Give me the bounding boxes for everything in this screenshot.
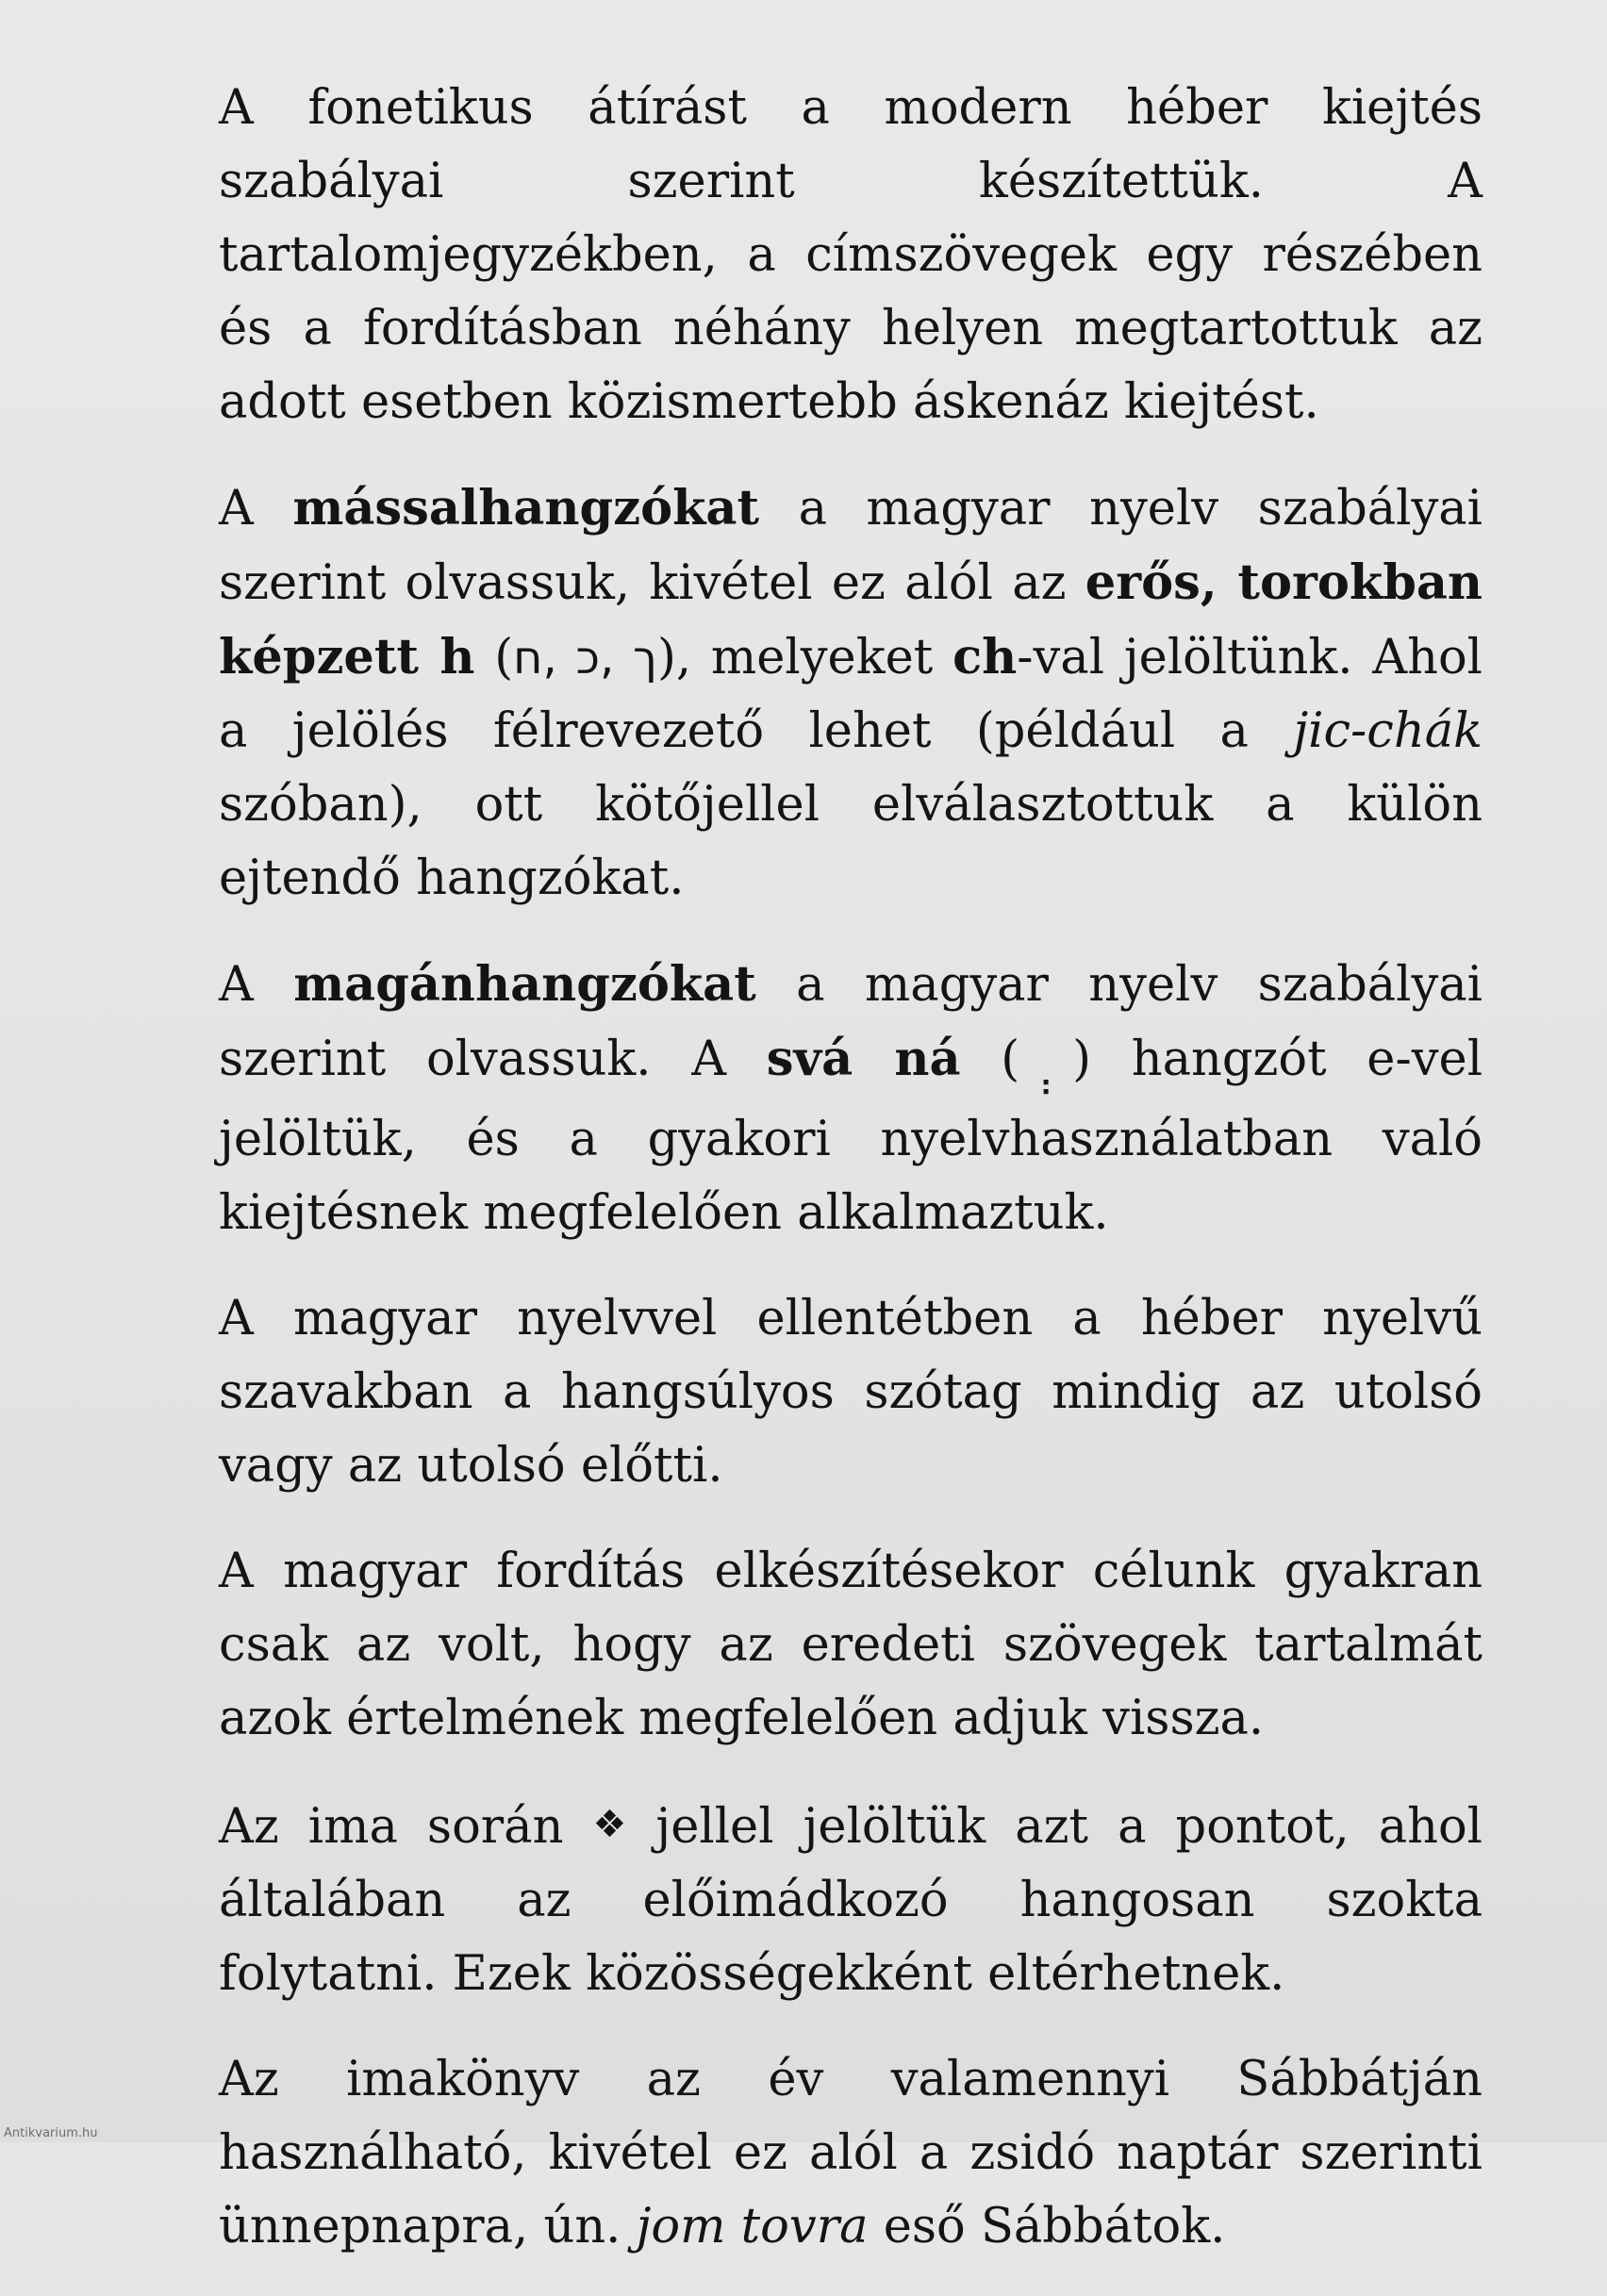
term-consonants: mássalhangzókat	[292, 480, 760, 537]
term-vowels: magánhangzókat	[293, 956, 756, 1013]
text-run: A	[219, 957, 294, 1013]
text-run: a magyar nyelv szabályai szerint olvassuk. A	[219, 957, 1483, 1087]
paragraph-stress	[219, 1282, 1483, 1503]
hebrew-letters: ך ,כ ,ח	[513, 632, 657, 685]
watermark: Antikvarium.hu	[4, 2126, 98, 2140]
example-word: jic-chák	[1293, 703, 1483, 759]
term-jom-tov: jom tovra	[636, 2199, 869, 2255]
term-ch: ch	[953, 629, 1018, 685]
shva-symbol: :	[1040, 1069, 1052, 1100]
paragraph-translation	[219, 1535, 1483, 1756]
paragraph-consonants	[219, 471, 1483, 916]
paragraph-transcription	[219, 72, 1483, 439]
paragraph-cantor-mark	[219, 1788, 1483, 2011]
text-run: Az imakönyv az év valamennyi Sábbátján használható, kivétel ez alól a zsidó naptár szerinti ünnepnapra, ún.	[219, 2052, 1483, 2255]
paragraph-text: A magyar nyelvvel ellentétben a héber nyelvű szavakban a hangsúlyos szótag mindig az utolsó vagy az utolsó előtti.	[219, 1291, 1483, 1494]
text-run: ), melyeket	[656, 630, 953, 685]
text-run: eső Sábbátok.	[868, 2199, 1226, 2255]
text-run: (	[474, 630, 514, 685]
text-run: szóban), ott kötőjellel elválasztottuk a külön ejtendő hangzókat.	[219, 777, 1483, 906]
paragraph-text: A fonetikus átírást a modern héber kiejtés szabályai szerint készítettük. A tartalomjegyzékben, a címszövegek egy részében és a fordításban néhány helyen megtartottuk az adott esetben közismertebb áskenáz kiejtést.	[219, 80, 1483, 430]
text-run: Az ima során	[219, 1799, 593, 1855]
text-run: a magyar nyelv szabályai szerint olvassuk, kivétel ez alól az	[219, 481, 1483, 611]
text-run: (	[1001, 1032, 1020, 1087]
term-shva-na: svá ná	[766, 1031, 961, 1087]
paragraph-sabbath-usage	[219, 2043, 1483, 2264]
text-run: -val jelöltünk. Ahol a jelölés félrevezető lehet (például a	[219, 630, 1483, 759]
text-run: ) hangzót e-vel jelöltük, és a gyakori nyelvhasználatban való kiejtésnek megfelelően alkalmaztuk.	[219, 1032, 1483, 1241]
four-diamond-icon: ❖	[592, 1803, 627, 1846]
text-run: A	[219, 481, 293, 537]
paragraph-text: A magyar fordítás elkészítésekor célunk gyakran csak az volt, hogy az eredeti szövegek tartalmát azok értelmének megfelelően adjuk vissza.	[219, 1544, 1483, 1746]
paragraph-vowels	[219, 948, 1483, 1250]
term-strong-h: erős, torokban képzett h	[219, 554, 1483, 685]
page-body	[219, 72, 1483, 2296]
text-run: jellel jelöltük azt a pontot, ahol általában az előimádkozó hangosan szokta folytatni. Ezek közösségekként eltérhetnek.	[219, 1799, 1483, 2002]
